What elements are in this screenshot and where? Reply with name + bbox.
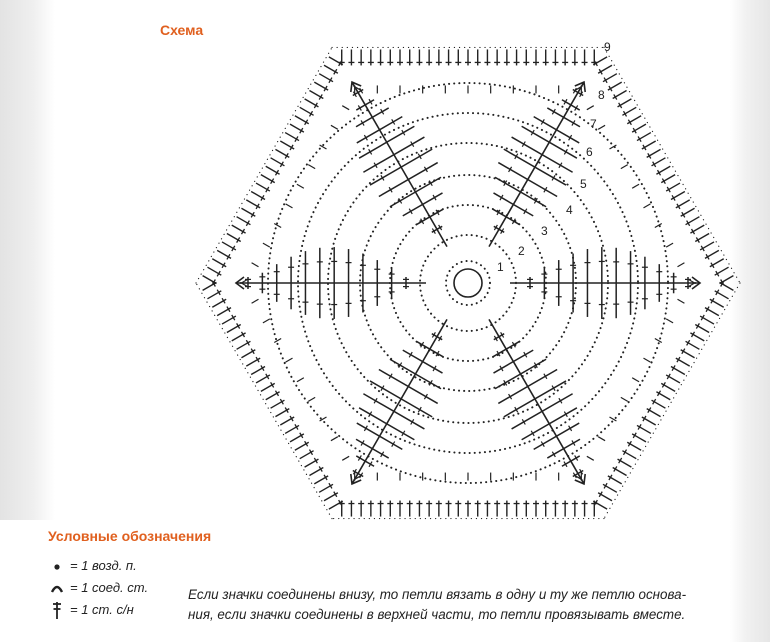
petal-stitch [370, 381, 432, 417]
inner-stitch-mark [632, 184, 639, 188]
petal-stitch [359, 126, 414, 158]
inner-stitch-mark [587, 456, 594, 460]
inner-stitch-mark [286, 358, 293, 362]
legend-heading: Условные обозначения [48, 528, 212, 544]
petal-spine [489, 82, 584, 247]
inner-stitch-mark [331, 437, 338, 441]
inner-stitch-mark [643, 358, 650, 362]
inner-stitch-mark [598, 125, 605, 129]
petal [489, 319, 585, 484]
petal-stitch [504, 149, 566, 185]
petal-stitch [498, 369, 557, 403]
double-crochet-cross-icon [48, 601, 66, 619]
round-label: 2 [518, 244, 525, 258]
petal [236, 247, 426, 319]
petal-stitch [379, 163, 438, 197]
petal-stitch [379, 369, 438, 403]
chain-ring [420, 235, 516, 331]
legend-item-text: = 1 возд. п. [70, 558, 137, 573]
inner-stitch-mark [308, 165, 315, 169]
petal-stitch [370, 149, 432, 185]
legend-item-slip-stitch [48, 578, 188, 600]
petal-spine [489, 319, 584, 484]
inner-stitch-mark [342, 106, 349, 110]
border-chain-line [604, 47, 740, 283]
petal-stitch [562, 456, 580, 466]
inner-stitch-mark [587, 106, 594, 110]
round-labels [497, 40, 611, 274]
petal-stitch [417, 342, 443, 357]
border-chain-line [196, 47, 332, 283]
petal-stitch [359, 408, 414, 440]
inner-stitch-mark [643, 204, 650, 208]
round-label: 4 [566, 203, 573, 217]
inner-stitch-mark [308, 397, 315, 401]
inner-stitch-mark [598, 437, 605, 441]
petal-stitch [522, 408, 577, 440]
petal-stitch [493, 209, 519, 224]
petal-stitch [390, 359, 441, 388]
inner-stitch-mark [632, 378, 639, 382]
legend-item-text: = 1 ст. с/н [70, 602, 134, 617]
slip-stitch-arc-icon [48, 579, 66, 597]
petal [351, 82, 447, 247]
round-label: 6 [586, 145, 593, 159]
petal-stitch [357, 117, 403, 143]
petal-stitch [417, 209, 443, 224]
legend-item-chain [48, 556, 188, 578]
petal-stitch [390, 177, 441, 206]
inner-stitch-mark [621, 397, 628, 401]
inner-stitch-mark [621, 165, 628, 169]
note-line: ния, если значки соединены в верхней части, то петли провязывать вместе. [188, 607, 686, 622]
round-label: 3 [541, 224, 548, 238]
inner-stitch-mark [666, 319, 673, 323]
petal-stitch [534, 423, 580, 449]
legend [48, 556, 188, 622]
round-label: 5 [580, 177, 587, 191]
petal [489, 82, 585, 247]
inner-stitch-mark [331, 125, 338, 129]
petal-stitch [562, 100, 580, 110]
inner-stitch-mark [655, 223, 662, 227]
inner-stitch-mark [263, 243, 270, 247]
legend-item-double-crochet [48, 600, 188, 622]
center-ring [454, 269, 482, 297]
petal [351, 319, 447, 484]
inner-stitch-mark [297, 378, 304, 382]
petal-stitch [534, 117, 580, 143]
petal-stitch [495, 359, 546, 388]
round-label: 1 [497, 260, 504, 274]
note-line: Если значки соединены внизу, то петли вязать в одну и ту же петлю основа- [188, 587, 687, 602]
petal-stitch [504, 381, 566, 417]
chain-ring [446, 261, 490, 305]
inner-stitch-mark [252, 299, 259, 303]
petal-stitch [522, 126, 577, 158]
petal-stitch [512, 394, 573, 429]
inner-stitch-mark [286, 204, 293, 208]
inner-stitch-mark [666, 243, 673, 247]
petal-spine [352, 82, 447, 247]
inner-stitch-mark [252, 263, 259, 267]
inner-stitch-mark [263, 319, 270, 323]
petal-stitch [356, 456, 374, 466]
round-label: 8 [598, 88, 605, 102]
inner-stitch-mark [342, 456, 349, 460]
page-title: Схема [160, 22, 204, 38]
border-chain-line [604, 283, 740, 519]
inner-stitch-mark [677, 299, 684, 303]
round-label: 7 [590, 117, 597, 131]
inner-stitch-mark [297, 184, 304, 188]
inner-stitch-mark [677, 263, 684, 267]
instruction-note [188, 585, 748, 625]
petal-stitch [493, 342, 519, 357]
petal-spine [352, 319, 447, 484]
petal-stitch [495, 177, 546, 206]
chain-dot-icon [48, 557, 66, 575]
legend-item-text: = 1 соед. ст. [70, 580, 149, 595]
border-chain-line [196, 283, 332, 519]
round-label: 9 [604, 40, 611, 54]
